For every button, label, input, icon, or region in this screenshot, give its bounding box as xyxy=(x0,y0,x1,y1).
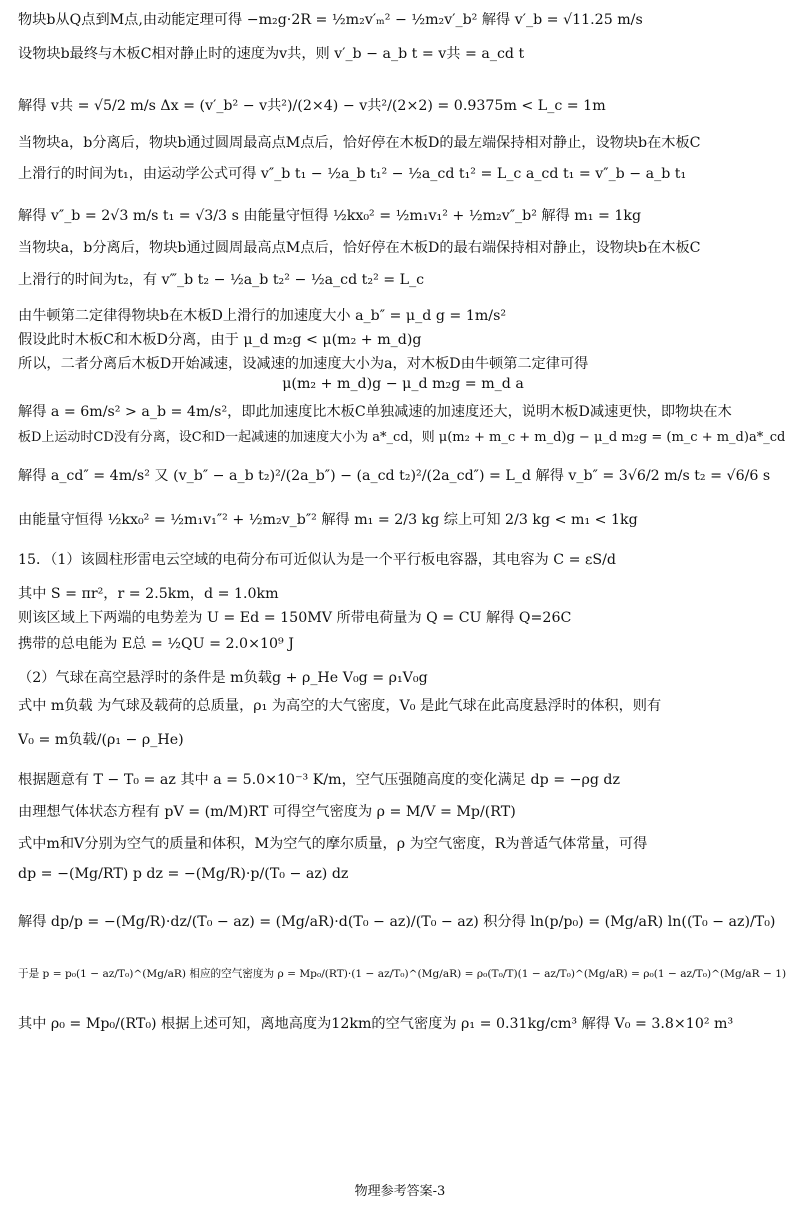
question-15-heading: 15．（1）该圆柱形雷电云空域的电荷分布可近似认为是一个平行板电容器，其电容为 C = εS/d xyxy=(18,552,616,568)
text-line: 由能量守恒得 ½kx₀² = ½m₁v₁″² + ½m₂v_b″² 解得 m₁ = 2/3 kg 综上可知 2/3 kg < m₁ < 1kg xyxy=(18,512,638,528)
text-line: 由牛顿第二定律得物块b在木板D上滑行的加速度大小 a_b″ = μ_d g = 1m/s² xyxy=(18,308,507,324)
text-line: 其中 S = πr²，r = 2.5km，d = 1.0km xyxy=(18,586,279,602)
text-line: 解得 a_cd″ = 4m/s² 又 (v_b″ − a_b t₂)²/(2a_b″) − (a_cd t₂)²/(2a_cd″) = L_d 解得 v_b″ = 3√6/2 m/s t₂ = √6/6 s xyxy=(18,468,771,484)
text-line: 解得 a = 6m/s² > a_b = 4m/s²，即此加速度比木板C单独减速的加速度还大，说明木板D减速更快，即物块在木 xyxy=(18,404,732,420)
text-line: 设物块b最终与木板C相对静止时的速度为v共，则 v′_b − a_b t = v共 = a_cd t xyxy=(18,46,525,62)
text-line: 于是 p = p₀(1 − az/T₀)^(Mg/aR) 相应的空气密度为 ρ = Mp₀/(RT)·(1 − az/T₀)^(Mg/aR) = ρ₀(T₀/T)(1 − az/T₀)^(Mg/aR) = ρ₀(1 − az/T₀)^(Mg/aR − 1) xyxy=(18,968,787,980)
text-line: （2）气球在高空悬浮时的条件是 m负载g + ρ_He V₀g = ρ₁V₀g xyxy=(18,670,428,686)
equation-line: V₀ = m负载/(ρ₁ − ρ_He) xyxy=(18,732,184,748)
text-line: 式中m和V分别为空气的质量和体积，M为空气的摩尔质量，ρ 为空气密度，R为普适气体常量，可得 xyxy=(18,836,648,852)
equation-line: dp = −(Mg/RT) p dz = −(Mg/R)·p/(T₀ − az) dz xyxy=(18,866,349,882)
page-footer: 物理参考答案-3 xyxy=(354,1184,446,1199)
text-line: 当物块a，b分离后，物块b通过圆周最高点M点后，恰好停在木板D的最右端保持相对静止，设物块b在木板C xyxy=(18,240,701,256)
text-line: 板D上运动时CD没有分离，设C和D一起减速的加速度大小为 a*_cd，则 μ(m₂ + m_c + m_d)g − μ_d m₂g = (m_c + m_d)a*_cd xyxy=(18,430,786,445)
text-line: 物块b从Q点到M点,由动能定理可得 −m₂g·2R = ½m₂v′ₘ² − ½m₂v′_b² 解得 v′_b = √11.25 m/s xyxy=(18,12,643,28)
text-line: 携带的总电能为 E总 = ½QU = 2.0×10⁹ J xyxy=(18,636,294,652)
text-line: 解得 dp/p = −(Mg/R)·dz/(T₀ − az) = (Mg/aR)·d(T₀ − az)/(T₀ − az) 积分得 ln(p/p₀) = (Mg/aR) ln((T₀ − az)/T₀) xyxy=(18,914,776,930)
text-line: 根据题意有 T − T₀ = az 其中 a = 5.0×10⁻³ K/m，空气压强随高度的变化满足 dp = −ρg dz xyxy=(18,772,620,788)
text-line: 其中 ρ₀ = Mp₀/(RT₀) 根据上述可知，离地高度为12km的空气密度为 ρ₁ = 0.31kg/cm³ 解得 V₀ = 3.8×10² m³ xyxy=(18,1016,734,1032)
text-line: 解得 v″_b = 2√3 m/s t₁ = √3/3 s 由能量守恒得 ½kx₀² = ½m₁v₁² + ½m₂v″_b² 解得 m₁ = 1kg xyxy=(18,208,642,224)
text-line: 解得 v共 = √5/2 m/s Δx = (v′_b² − v共²)/(2×4) − v共²/(2×2) = 0.9375m < L_c = 1m xyxy=(18,98,606,114)
text-line: 当物块a，b分离后，物块b通过圆周最高点M点后，恰好停在木板D的最左端保持相对静止，设物块b在木板C xyxy=(18,135,701,151)
text-line: 所以，二者分离后木板D开始减速，设减速的加速度大小为a，对木板D由牛顿第二定律可得 xyxy=(18,356,589,372)
text-line: 式中 m负载 为气球及载荷的总质量，ρ₁ 为高空的大气密度，V₀ 是此气球在此高度悬浮时的体积，则有 xyxy=(18,698,662,714)
text-line: 上滑行的时间为t₂，有 v‴_b t₂ − ½a_b t₂² − ½a_cd t₂² = L_c xyxy=(18,272,425,288)
equation-line: μ(m₂ + m_d)g − μ_d m₂g = m_d a xyxy=(282,376,524,392)
text-line: 上滑行的时间为t₁，由运动学公式可得 v″_b t₁ − ½a_b t₁² − ½a_cd t₁² = L_c a_cd t₁ = v″_b − a_b t₁ xyxy=(18,166,687,182)
text-line: 假设此时木板C和木板D分离，由于 μ_d m₂g < μ(m₂ + m_d)g xyxy=(18,332,422,348)
text-line: 由理想气体状态方程有 pV = (m/M)RT 可得空气密度为 ρ = M/V = Mp/(RT) xyxy=(18,804,516,820)
text-line: 则该区域上下两端的电势差为 U = Ed = 150MV 所带电荷量为 Q = CU 解得 Q=26C xyxy=(18,610,572,626)
